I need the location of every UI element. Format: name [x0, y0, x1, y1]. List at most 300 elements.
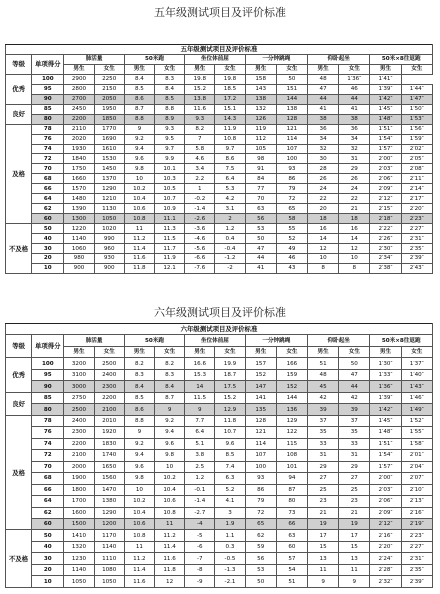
value-cell: 18: [308, 214, 339, 224]
value-cell: 19: [308, 518, 339, 529]
value-cell: 8.6: [215, 154, 245, 164]
value-cell: 0.3: [215, 541, 245, 552]
value-cell: 2′12″: [370, 194, 401, 204]
value-cell: 31: [339, 450, 370, 461]
score-cell: 95: [32, 369, 64, 380]
score-cell: 74: [32, 438, 64, 449]
score-cell: 40: [32, 541, 64, 552]
value-cell: 8.8: [124, 415, 154, 426]
value-cell: 2′14″: [401, 184, 432, 194]
value-cell: -4: [185, 518, 215, 529]
value-cell: 2′09″: [370, 184, 401, 194]
value-cell: 2′31″: [401, 553, 432, 564]
value-cell: 2′12″: [370, 518, 401, 529]
value-cell: 2′10″: [401, 484, 432, 495]
value-cell: 18.5: [215, 84, 245, 94]
value-cell: 8.6: [124, 94, 154, 104]
value-cell: 2′35″: [401, 244, 432, 254]
value-cell: 136: [276, 404, 307, 415]
value-cell: 1′50″: [401, 104, 432, 114]
value-cell: 39: [339, 404, 370, 415]
value-cell: 2′39″: [401, 576, 432, 588]
value-cell: 1050: [94, 576, 124, 588]
value-cell: 11: [124, 224, 154, 234]
value-cell: 8: [308, 263, 339, 273]
score-cell: 66: [32, 484, 64, 495]
value-cell: 8.5: [124, 84, 154, 94]
value-cell: 98: [245, 154, 276, 164]
value-cell: 2′34″: [370, 254, 401, 264]
value-cell: 158: [245, 74, 276, 84]
value-cell: 2400: [64, 415, 94, 426]
value-cell: 5.8: [185, 144, 215, 154]
value-cell: 11.6: [124, 576, 154, 588]
header-female: 女生: [94, 64, 124, 74]
value-cell: 2′11″: [401, 174, 432, 184]
value-cell: 1210: [94, 194, 124, 204]
table-row: [6, 427, 433, 438]
value-cell: 4.2: [215, 194, 245, 204]
value-cell: 31: [308, 450, 339, 461]
value-cell: 27: [339, 473, 370, 484]
table-row: [6, 214, 433, 224]
value-cell: 23: [308, 496, 339, 507]
table-row: [6, 369, 433, 380]
table-row: [6, 564, 433, 575]
value-cell: 1200: [94, 518, 124, 529]
table-row: [6, 473, 433, 484]
value-cell: 9.6: [155, 438, 185, 449]
value-cell: 2′15″: [370, 204, 401, 214]
value-cell: 66: [276, 518, 307, 529]
value-cell: 23: [339, 496, 370, 507]
score-cell: 68: [32, 174, 64, 184]
value-cell: 2400: [94, 369, 124, 380]
header-group: 肺活量: [64, 54, 124, 64]
value-cell: 10.6: [124, 204, 154, 214]
score-cell: 80: [32, 114, 64, 124]
value-cell: 47: [339, 369, 370, 380]
value-cell: 50: [276, 74, 307, 84]
value-cell: 2300: [64, 427, 94, 438]
header-male: 男生: [185, 64, 215, 74]
score-cell: 74: [32, 144, 64, 154]
score-cell: 76: [32, 427, 64, 438]
table-row: [6, 254, 433, 264]
value-cell: 16.6: [185, 358, 215, 369]
value-cell: 29: [339, 461, 370, 472]
score-cell: 10: [32, 263, 64, 273]
value-cell: 1′56″: [401, 124, 432, 134]
value-cell: 22: [339, 194, 370, 204]
value-cell: 3200: [64, 358, 94, 369]
value-cell: 26: [308, 174, 339, 184]
value-cell: 144: [276, 94, 307, 104]
value-cell: 11: [308, 564, 339, 575]
value-cell: 1080: [94, 564, 124, 575]
value-cell: 10.6: [124, 518, 154, 529]
value-cell: 2200: [94, 392, 124, 403]
value-cell: 10.2: [155, 473, 185, 484]
value-cell: 1900: [64, 473, 94, 484]
value-cell: 1′37″: [401, 358, 432, 369]
table-row: [6, 507, 433, 518]
value-cell: 141: [245, 392, 276, 403]
value-cell: 100: [276, 154, 307, 164]
value-cell: 11.4: [124, 564, 154, 575]
value-cell: 14: [185, 381, 215, 392]
value-cell: 19: [339, 518, 370, 529]
grade-label: 良好: [6, 104, 32, 124]
value-cell: 9.2: [155, 415, 185, 426]
table-row: [6, 154, 433, 164]
header-female: 女生: [276, 64, 307, 74]
value-cell: 1170: [94, 530, 124, 541]
header-group: 仰卧起坐: [308, 54, 370, 64]
value-cell: 17.2: [215, 94, 245, 104]
value-cell: 107: [245, 450, 276, 461]
score-cell: 85: [32, 392, 64, 403]
score-cell: 90: [32, 381, 64, 392]
value-cell: 1′51″: [370, 124, 401, 134]
value-cell: 2′06″: [370, 496, 401, 507]
value-cell: 41: [308, 104, 339, 114]
value-cell: 24: [339, 184, 370, 194]
value-cell: 2′23″: [401, 214, 432, 224]
value-cell: 2: [215, 214, 245, 224]
value-cell: 10.4: [124, 194, 154, 204]
header-female: 女生: [276, 346, 307, 357]
value-cell: 2′35″: [401, 564, 432, 575]
value-cell: 112: [245, 134, 276, 144]
value-cell: -6: [185, 541, 215, 552]
header-male: 男生: [370, 64, 401, 74]
value-cell: -2.6: [185, 214, 215, 224]
value-cell: 29: [308, 461, 339, 472]
value-cell: 50: [245, 576, 276, 588]
value-cell: -2.1: [215, 576, 245, 588]
value-cell: 41: [245, 263, 276, 273]
score-cell: 72: [32, 154, 64, 164]
value-cell: 1920: [94, 427, 124, 438]
value-cell: 10: [124, 174, 154, 184]
header-male: 男生: [308, 64, 339, 74]
value-cell: 1′41″: [370, 74, 401, 84]
value-cell: 16: [308, 224, 339, 234]
value-cell: 2′28″: [370, 564, 401, 575]
value-cell: 10: [339, 254, 370, 264]
value-cell: 126: [245, 114, 276, 124]
header-female: 女生: [155, 64, 185, 74]
value-cell: 10.8: [124, 530, 154, 541]
value-cell: 9.9: [155, 154, 185, 164]
header-group: 50米跑: [124, 54, 184, 64]
value-cell: 2′01″: [401, 450, 432, 461]
value-cell: 6.3: [215, 473, 245, 484]
header-group: 50米×8往返跑: [370, 54, 433, 64]
value-cell: 4.1: [215, 496, 245, 507]
value-cell: 8.9: [155, 114, 185, 124]
value-cell: 44: [339, 94, 370, 104]
value-cell: 42: [308, 392, 339, 403]
score-cell: 78: [32, 124, 64, 134]
table-subheader-row: [6, 64, 433, 74]
table-row: [6, 392, 433, 403]
value-cell: 990: [94, 234, 124, 244]
value-cell: 3.8: [185, 450, 215, 461]
table-caption: 五年级测试项目及评价标准: [6, 45, 433, 55]
value-cell: 1300: [64, 214, 94, 224]
value-cell: 0.4: [215, 234, 245, 244]
value-cell: 1′39″: [370, 84, 401, 94]
standards-table-grade6: [5, 323, 433, 588]
value-cell: 10.7: [155, 194, 185, 204]
value-cell: 9.4: [124, 144, 154, 154]
value-cell: 9.2: [124, 438, 154, 449]
value-cell: 9.8: [155, 450, 185, 461]
header-female: 女生: [94, 346, 124, 357]
value-cell: 13.8: [185, 94, 215, 104]
value-cell: 17.5: [215, 381, 245, 392]
value-cell: 15: [308, 541, 339, 552]
value-cell: 1′45″: [370, 104, 401, 114]
value-cell: 16: [339, 224, 370, 234]
value-cell: 1220: [64, 224, 94, 234]
value-cell: 157: [245, 358, 276, 369]
table-row: [6, 124, 433, 134]
value-cell: 58: [276, 214, 307, 224]
value-cell: 1320: [64, 541, 94, 552]
value-cell: 17: [308, 530, 339, 541]
score-cell: 50: [32, 530, 64, 541]
header-female: 女生: [401, 64, 432, 74]
value-cell: 93: [276, 164, 307, 174]
value-cell: 18: [339, 214, 370, 224]
value-cell: 1050: [64, 576, 94, 588]
value-cell: 144: [276, 392, 307, 403]
value-cell: 4.6: [185, 154, 215, 164]
header-female: 女生: [401, 346, 432, 357]
value-cell: 2′02″: [401, 144, 432, 154]
value-cell: -6.6: [185, 254, 215, 264]
header-female: 女生: [155, 346, 185, 357]
value-cell: 10.8: [124, 214, 154, 224]
header-female: 女生: [339, 64, 370, 74]
value-cell: 11.4: [155, 541, 185, 552]
table-row: [6, 358, 433, 369]
value-cell: 1′36″: [370, 381, 401, 392]
value-cell: 11.2: [124, 553, 154, 564]
value-cell: 3000: [64, 381, 94, 392]
value-cell: 122: [276, 427, 307, 438]
value-cell: 1′53″: [401, 114, 432, 124]
value-cell: -7.6: [185, 263, 215, 273]
value-cell: 1′30″: [370, 358, 401, 369]
value-cell: 2500: [64, 404, 94, 415]
value-cell: 2′38″: [370, 263, 401, 273]
value-cell: 44: [339, 381, 370, 392]
value-cell: 19.8: [215, 74, 245, 84]
table-row: [6, 204, 433, 214]
value-cell: 2′13″: [401, 496, 432, 507]
value-cell: 9.3: [185, 114, 215, 124]
value-cell: 34: [339, 134, 370, 144]
value-cell: 1530: [94, 154, 124, 164]
header-group: 仰卧起坐: [308, 335, 370, 346]
grade-label: 不及格: [6, 224, 32, 274]
value-cell: 1′33″: [370, 369, 401, 380]
table-row: [6, 404, 433, 415]
value-cell: 72: [245, 507, 276, 518]
value-cell: 11.1: [155, 214, 185, 224]
value-cell: 46: [276, 254, 307, 264]
table-row: [6, 450, 433, 461]
value-cell: 143: [245, 84, 276, 94]
value-cell: 1′49″: [401, 404, 432, 415]
value-cell: 11.6: [185, 104, 215, 114]
value-cell: 1700: [64, 496, 94, 507]
value-cell: 1950: [94, 104, 124, 114]
value-cell: 80: [276, 496, 307, 507]
header-female: 女生: [215, 64, 245, 74]
score-cell: 90: [32, 94, 64, 104]
value-cell: 11.7: [155, 244, 185, 254]
value-cell: 8.5: [155, 94, 185, 104]
header-male: 男生: [245, 64, 276, 74]
header-group: 坐位体前屈: [185, 54, 245, 64]
value-cell: 2800: [64, 84, 94, 94]
header-item-score: 单项得分: [32, 54, 64, 74]
value-cell: 2010: [94, 415, 124, 426]
value-cell: 1840: [64, 154, 94, 164]
value-cell: 9.3: [155, 124, 185, 134]
value-cell: 9.8: [124, 164, 154, 174]
value-cell: 8.4: [155, 381, 185, 392]
value-cell: 8.4: [124, 381, 154, 392]
table-row: [6, 184, 433, 194]
value-cell: -0.2: [185, 194, 215, 204]
value-cell: 2′05″: [401, 154, 432, 164]
value-cell: 36: [339, 124, 370, 134]
value-cell: 9.6: [215, 438, 245, 449]
value-cell: 1′59″: [401, 134, 432, 144]
score-cell: 78: [32, 415, 64, 426]
score-cell: 100: [32, 74, 64, 84]
header-male: 男生: [185, 346, 215, 357]
value-cell: 1500: [64, 518, 94, 529]
value-cell: 42: [339, 392, 370, 403]
value-cell: 1′57″: [370, 461, 401, 472]
value-cell: 9.4: [124, 450, 154, 461]
value-cell: 25: [308, 484, 339, 495]
value-cell: 52: [276, 234, 307, 244]
value-cell: 22: [308, 194, 339, 204]
value-cell: 50: [245, 234, 276, 244]
value-cell: 2450: [64, 104, 94, 114]
value-cell: 13: [339, 553, 370, 564]
score-cell: 30: [32, 244, 64, 254]
value-cell: 119: [245, 124, 276, 134]
score-cell: 40: [32, 234, 64, 244]
value-cell: 14.3: [215, 114, 245, 124]
table-row: [6, 381, 433, 392]
table-row: [6, 224, 433, 234]
value-cell: 1: [185, 184, 215, 194]
value-cell: 2200: [64, 114, 94, 124]
value-cell: 8.7: [124, 104, 154, 114]
value-cell: 87: [276, 484, 307, 495]
value-cell: 8.4: [155, 84, 185, 94]
value-cell: 86: [245, 484, 276, 495]
value-cell: 2.5: [185, 461, 215, 472]
value-cell: 5.2: [215, 484, 245, 495]
value-cell: 1140: [64, 564, 94, 575]
score-cell: 76: [32, 134, 64, 144]
value-cell: 36: [308, 124, 339, 134]
value-cell: 129: [276, 415, 307, 426]
value-cell: 166: [276, 358, 307, 369]
value-cell: 12.9: [215, 404, 245, 415]
value-cell: 1′48″: [370, 427, 401, 438]
value-cell: 9.5: [155, 134, 185, 144]
value-cell: 2′00″: [370, 154, 401, 164]
value-cell: 79: [276, 184, 307, 194]
value-cell: 32: [339, 144, 370, 154]
value-cell: 11.2: [155, 530, 185, 541]
value-cell: 8.8: [155, 104, 185, 114]
value-cell: 21: [339, 204, 370, 214]
standards-table-grade5: [5, 44, 433, 274]
value-cell: 9: [155, 404, 185, 415]
value-cell: -1.3: [215, 564, 245, 575]
value-cell: 2900: [64, 74, 94, 84]
value-cell: 10.2: [124, 184, 154, 194]
header-item-score: 单项得分: [32, 335, 64, 358]
value-cell: 11.5: [185, 392, 215, 403]
value-cell: -2.7: [185, 507, 215, 518]
value-cell: 19.9: [215, 358, 245, 369]
value-cell: 1830: [94, 438, 124, 449]
value-cell: 8.8: [124, 114, 154, 124]
value-cell: 2500: [94, 358, 124, 369]
value-cell: 35: [339, 427, 370, 438]
value-cell: 46: [339, 84, 370, 94]
value-cell: 72: [276, 194, 307, 204]
table-row: [6, 415, 433, 426]
value-cell: 2000: [64, 461, 94, 472]
value-cell: 2′26″: [370, 234, 401, 244]
value-cell: -4.6: [185, 234, 215, 244]
score-cell: 60: [32, 518, 64, 529]
value-cell: 10: [308, 254, 339, 264]
value-cell: 2′30″: [370, 244, 401, 254]
value-cell: 8.2: [185, 124, 215, 134]
value-cell: 138: [245, 94, 276, 104]
doc-title-grade6: 六年级测试项目及评价标准: [154, 306, 286, 319]
grade-label: 及格: [6, 415, 32, 530]
value-cell: 1600: [64, 507, 94, 518]
value-cell: 27: [308, 473, 339, 484]
value-cell: 2′16″: [401, 507, 432, 518]
value-cell: -5.6: [185, 244, 215, 254]
value-cell: 2100: [64, 450, 94, 461]
value-cell: 2′18″: [370, 214, 401, 224]
value-cell: 2′19″: [401, 518, 432, 529]
value-cell: 33: [339, 438, 370, 449]
value-cell: 10.8: [215, 134, 245, 144]
score-cell: 85: [32, 104, 64, 114]
value-cell: 28: [308, 164, 339, 174]
